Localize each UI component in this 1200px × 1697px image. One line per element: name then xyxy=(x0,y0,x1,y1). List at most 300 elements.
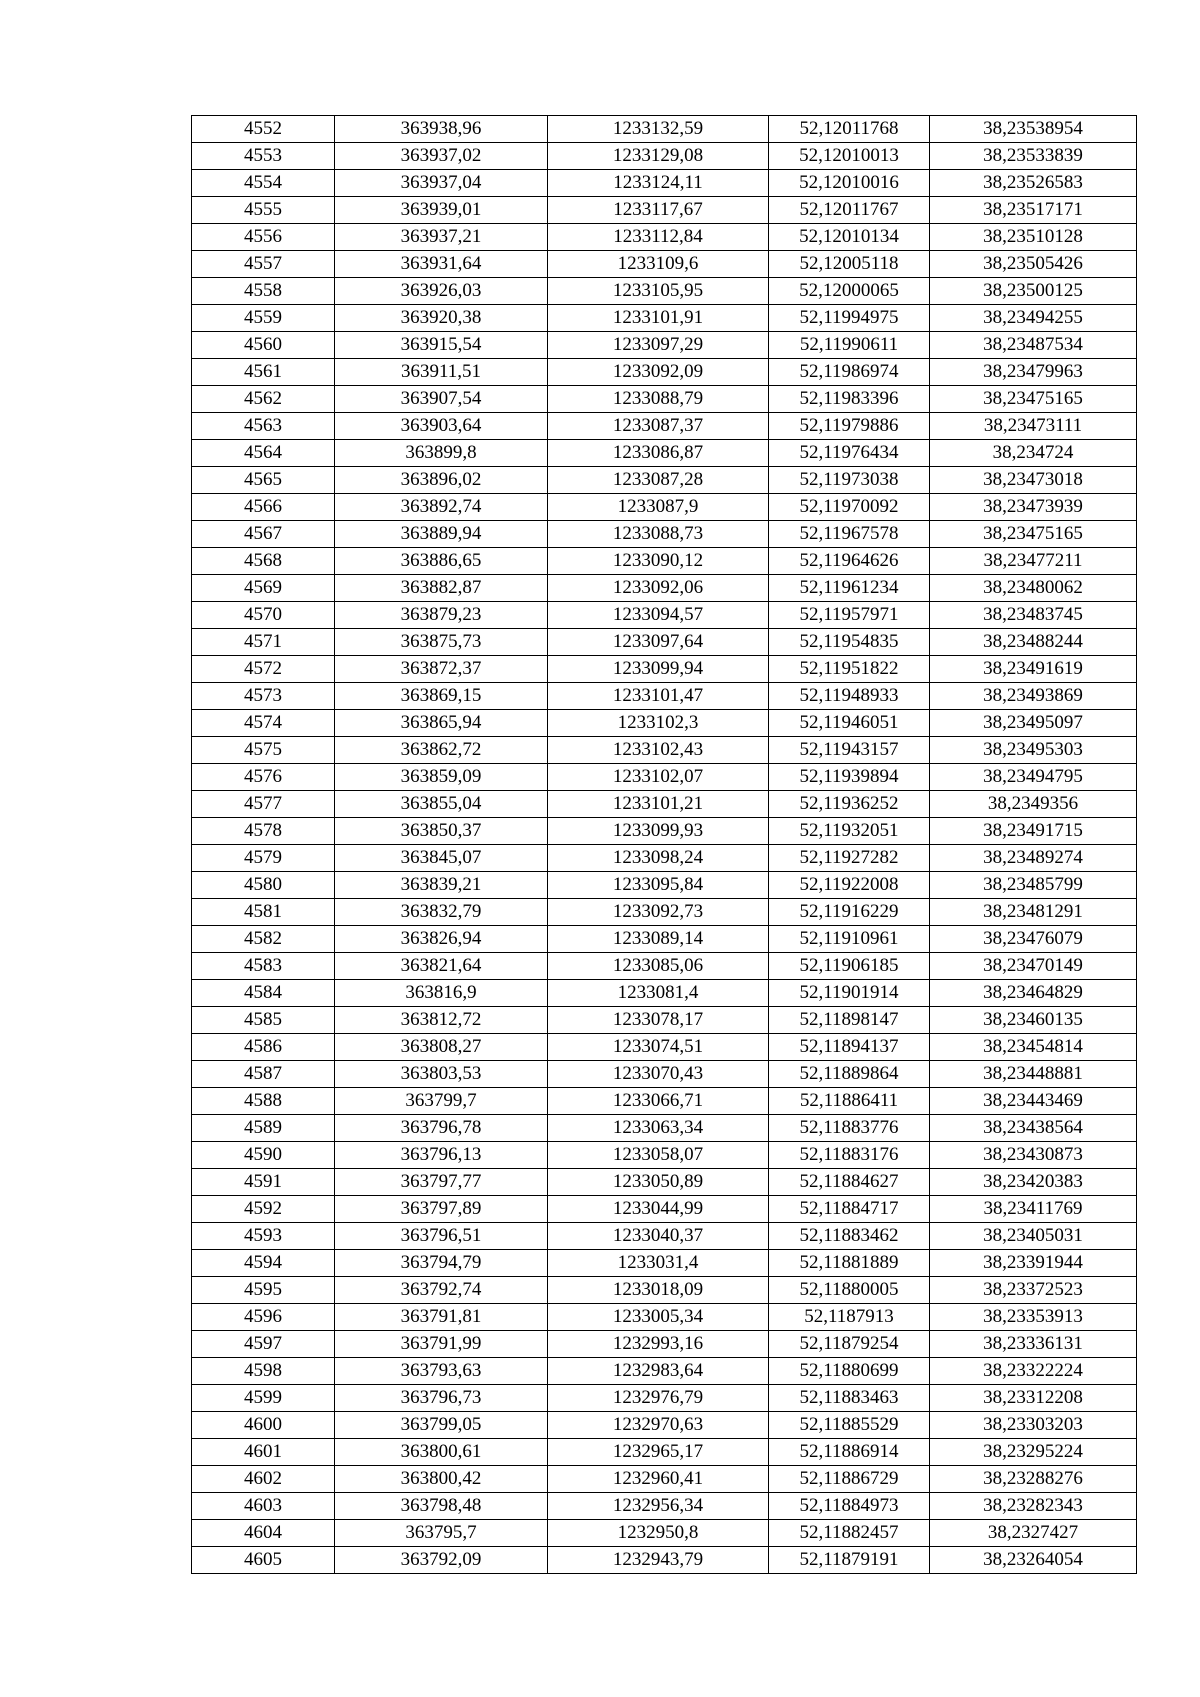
y-coordinate-cell: 1233097,64 xyxy=(548,629,769,656)
y-coordinate-cell: 1233129,08 xyxy=(548,143,769,170)
x-coordinate-cell: 363920,38 xyxy=(335,305,548,332)
y-coordinate-cell: 1233102,43 xyxy=(548,737,769,764)
point-number-cell: 4567 xyxy=(192,521,335,548)
y-coordinate-cell: 1233101,21 xyxy=(548,791,769,818)
table-row xyxy=(192,1169,1137,1196)
table-row xyxy=(192,1223,1137,1250)
point-number-cell: 4584 xyxy=(192,980,335,1007)
x-coordinate-cell: 363839,21 xyxy=(335,872,548,899)
x-coordinate-cell: 363795,7 xyxy=(335,1520,548,1547)
y-coordinate-cell: 1233088,73 xyxy=(548,521,769,548)
longitude-cell: 38,23481291 xyxy=(930,899,1137,926)
point-number-cell: 4574 xyxy=(192,710,335,737)
latitude-cell: 52,11881889 xyxy=(769,1250,930,1277)
x-coordinate-cell: 363800,42 xyxy=(335,1466,548,1493)
latitude-cell: 52,11932051 xyxy=(769,818,930,845)
point-number-cell: 4552 xyxy=(192,116,335,143)
table-row xyxy=(192,629,1137,656)
table-row xyxy=(192,1115,1137,1142)
latitude-cell: 52,12010016 xyxy=(769,170,930,197)
y-coordinate-cell: 1233070,43 xyxy=(548,1061,769,1088)
point-number-cell: 4602 xyxy=(192,1466,335,1493)
longitude-cell: 38,23491715 xyxy=(930,818,1137,845)
y-coordinate-cell: 1233018,09 xyxy=(548,1277,769,1304)
x-coordinate-cell: 363892,74 xyxy=(335,494,548,521)
y-coordinate-cell: 1232976,79 xyxy=(548,1385,769,1412)
longitude-cell: 38,23485799 xyxy=(930,872,1137,899)
point-number-cell: 4593 xyxy=(192,1223,335,1250)
y-coordinate-cell: 1233105,95 xyxy=(548,278,769,305)
longitude-cell: 38,23443469 xyxy=(930,1088,1137,1115)
latitude-cell: 52,12011767 xyxy=(769,197,930,224)
latitude-cell: 52,11957971 xyxy=(769,602,930,629)
longitude-cell: 38,23494795 xyxy=(930,764,1137,791)
table-row xyxy=(192,1466,1137,1493)
x-coordinate-cell: 363796,51 xyxy=(335,1223,548,1250)
longitude-cell: 38,23288276 xyxy=(930,1466,1137,1493)
y-coordinate-cell: 1233102,07 xyxy=(548,764,769,791)
point-number-cell: 4555 xyxy=(192,197,335,224)
y-coordinate-cell: 1233090,12 xyxy=(548,548,769,575)
point-number-cell: 4575 xyxy=(192,737,335,764)
point-number-cell: 4581 xyxy=(192,899,335,926)
y-coordinate-cell: 1233088,79 xyxy=(548,386,769,413)
y-coordinate-cell: 1233132,59 xyxy=(548,116,769,143)
x-coordinate-cell: 363939,01 xyxy=(335,197,548,224)
longitude-cell: 38,23491619 xyxy=(930,656,1137,683)
y-coordinate-cell: 1232956,34 xyxy=(548,1493,769,1520)
point-number-cell: 4594 xyxy=(192,1250,335,1277)
point-number-cell: 4586 xyxy=(192,1034,335,1061)
table-row xyxy=(192,1034,1137,1061)
table-row xyxy=(192,413,1137,440)
longitude-cell: 38,23303203 xyxy=(930,1412,1137,1439)
latitude-cell: 52,11879191 xyxy=(769,1547,930,1574)
latitude-cell: 52,11970092 xyxy=(769,494,930,521)
point-number-cell: 4596 xyxy=(192,1304,335,1331)
table-row xyxy=(192,791,1137,818)
longitude-cell: 38,23483745 xyxy=(930,602,1137,629)
table-row xyxy=(192,332,1137,359)
latitude-cell: 52,11967578 xyxy=(769,521,930,548)
y-coordinate-cell: 1233044,99 xyxy=(548,1196,769,1223)
y-coordinate-cell: 1233074,51 xyxy=(548,1034,769,1061)
x-coordinate-cell: 363808,27 xyxy=(335,1034,548,1061)
table-row xyxy=(192,872,1137,899)
table-row xyxy=(192,1142,1137,1169)
x-coordinate-cell: 363938,96 xyxy=(335,116,548,143)
table-row xyxy=(192,899,1137,926)
x-coordinate-cell: 363903,64 xyxy=(335,413,548,440)
point-number-cell: 4590 xyxy=(192,1142,335,1169)
y-coordinate-cell: 1232970,63 xyxy=(548,1412,769,1439)
longitude-cell: 38,2349356 xyxy=(930,791,1137,818)
point-number-cell: 4576 xyxy=(192,764,335,791)
y-coordinate-cell: 1233117,67 xyxy=(548,197,769,224)
longitude-cell: 38,23448881 xyxy=(930,1061,1137,1088)
latitude-cell: 52,12005118 xyxy=(769,251,930,278)
x-coordinate-cell: 363896,02 xyxy=(335,467,548,494)
x-coordinate-cell: 363803,53 xyxy=(335,1061,548,1088)
longitude-cell: 38,23460135 xyxy=(930,1007,1137,1034)
table-row xyxy=(192,953,1137,980)
point-number-cell: 4582 xyxy=(192,926,335,953)
latitude-cell: 52,11936252 xyxy=(769,791,930,818)
latitude-cell: 52,11973038 xyxy=(769,467,930,494)
y-coordinate-cell: 1232993,16 xyxy=(548,1331,769,1358)
longitude-cell: 38,23489274 xyxy=(930,845,1137,872)
longitude-cell: 38,23473018 xyxy=(930,467,1137,494)
y-coordinate-cell: 1233092,09 xyxy=(548,359,769,386)
longitude-cell: 38,23322224 xyxy=(930,1358,1137,1385)
latitude-cell: 52,11898147 xyxy=(769,1007,930,1034)
latitude-cell: 52,11886914 xyxy=(769,1439,930,1466)
x-coordinate-cell: 363875,73 xyxy=(335,629,548,656)
longitude-cell: 38,23454814 xyxy=(930,1034,1137,1061)
latitude-cell: 52,11961234 xyxy=(769,575,930,602)
y-coordinate-cell: 1232943,79 xyxy=(548,1547,769,1574)
point-number-cell: 4604 xyxy=(192,1520,335,1547)
latitude-cell: 52,11884973 xyxy=(769,1493,930,1520)
table-row xyxy=(192,197,1137,224)
y-coordinate-cell: 1233099,94 xyxy=(548,656,769,683)
point-number-cell: 4598 xyxy=(192,1358,335,1385)
point-number-cell: 4570 xyxy=(192,602,335,629)
y-coordinate-cell: 1233102,3 xyxy=(548,710,769,737)
x-coordinate-cell: 363869,15 xyxy=(335,683,548,710)
x-coordinate-cell: 363937,21 xyxy=(335,224,548,251)
x-coordinate-cell: 363791,81 xyxy=(335,1304,548,1331)
y-coordinate-cell: 1233066,71 xyxy=(548,1088,769,1115)
x-coordinate-cell: 363937,02 xyxy=(335,143,548,170)
latitude-cell: 52,11990611 xyxy=(769,332,930,359)
table-row xyxy=(192,170,1137,197)
table-row xyxy=(192,1061,1137,1088)
table-row xyxy=(192,278,1137,305)
longitude-cell: 38,23282343 xyxy=(930,1493,1137,1520)
point-number-cell: 4553 xyxy=(192,143,335,170)
x-coordinate-cell: 363862,72 xyxy=(335,737,548,764)
y-coordinate-cell: 1233058,07 xyxy=(548,1142,769,1169)
x-coordinate-cell: 363792,09 xyxy=(335,1547,548,1574)
latitude-cell: 52,11883463 xyxy=(769,1385,930,1412)
x-coordinate-cell: 363882,87 xyxy=(335,575,548,602)
latitude-cell: 52,11916229 xyxy=(769,899,930,926)
y-coordinate-cell: 1233092,73 xyxy=(548,899,769,926)
y-coordinate-cell: 1233098,24 xyxy=(548,845,769,872)
point-number-cell: 4578 xyxy=(192,818,335,845)
latitude-cell: 52,11882457 xyxy=(769,1520,930,1547)
latitude-cell: 52,11946051 xyxy=(769,710,930,737)
point-number-cell: 4565 xyxy=(192,467,335,494)
latitude-cell: 52,11886411 xyxy=(769,1088,930,1115)
point-number-cell: 4588 xyxy=(192,1088,335,1115)
latitude-cell: 52,11889864 xyxy=(769,1061,930,1088)
table-row xyxy=(192,440,1137,467)
latitude-cell: 52,11906185 xyxy=(769,953,930,980)
longitude-cell: 38,23470149 xyxy=(930,953,1137,980)
point-number-cell: 4603 xyxy=(192,1493,335,1520)
y-coordinate-cell: 1233005,34 xyxy=(548,1304,769,1331)
point-number-cell: 4580 xyxy=(192,872,335,899)
x-coordinate-cell: 363821,64 xyxy=(335,953,548,980)
latitude-cell: 52,11884627 xyxy=(769,1169,930,1196)
x-coordinate-cell: 363911,51 xyxy=(335,359,548,386)
y-coordinate-cell: 1233063,34 xyxy=(548,1115,769,1142)
point-number-cell: 4563 xyxy=(192,413,335,440)
point-number-cell: 4579 xyxy=(192,845,335,872)
y-coordinate-cell: 1233031,4 xyxy=(548,1250,769,1277)
y-coordinate-cell: 1233087,28 xyxy=(548,467,769,494)
longitude-cell: 38,23526583 xyxy=(930,170,1137,197)
table-row xyxy=(192,224,1137,251)
latitude-cell: 52,11885529 xyxy=(769,1412,930,1439)
table-row xyxy=(192,467,1137,494)
longitude-cell: 38,23353913 xyxy=(930,1304,1137,1331)
x-coordinate-cell: 363937,04 xyxy=(335,170,548,197)
x-coordinate-cell: 363796,78 xyxy=(335,1115,548,1142)
point-number-cell: 4566 xyxy=(192,494,335,521)
longitude-cell: 38,23473111 xyxy=(930,413,1137,440)
longitude-cell: 38,23336131 xyxy=(930,1331,1137,1358)
latitude-cell: 52,11939894 xyxy=(769,764,930,791)
latitude-cell: 52,11964626 xyxy=(769,548,930,575)
longitude-cell: 38,234724 xyxy=(930,440,1137,467)
x-coordinate-cell: 363797,77 xyxy=(335,1169,548,1196)
longitude-cell: 38,23430873 xyxy=(930,1142,1137,1169)
latitude-cell: 52,11976434 xyxy=(769,440,930,467)
longitude-cell: 38,23312208 xyxy=(930,1385,1137,1412)
x-coordinate-cell: 363799,7 xyxy=(335,1088,548,1115)
latitude-cell: 52,11951822 xyxy=(769,656,930,683)
x-coordinate-cell: 363915,54 xyxy=(335,332,548,359)
table-row xyxy=(192,683,1137,710)
latitude-cell: 52,12000065 xyxy=(769,278,930,305)
table-row xyxy=(192,1493,1137,1520)
x-coordinate-cell: 363799,05 xyxy=(335,1412,548,1439)
point-number-cell: 4573 xyxy=(192,683,335,710)
table-row xyxy=(192,1439,1137,1466)
x-coordinate-cell: 363845,07 xyxy=(335,845,548,872)
point-number-cell: 4562 xyxy=(192,386,335,413)
x-coordinate-cell: 363886,65 xyxy=(335,548,548,575)
longitude-cell: 38,23420383 xyxy=(930,1169,1137,1196)
longitude-cell: 38,23488244 xyxy=(930,629,1137,656)
y-coordinate-cell: 1233087,37 xyxy=(548,413,769,440)
x-coordinate-cell: 363812,72 xyxy=(335,1007,548,1034)
x-coordinate-cell: 363865,94 xyxy=(335,710,548,737)
x-coordinate-cell: 363791,99 xyxy=(335,1331,548,1358)
table-row xyxy=(192,656,1137,683)
point-number-cell: 4571 xyxy=(192,629,335,656)
longitude-cell: 38,2327427 xyxy=(930,1520,1137,1547)
longitude-cell: 38,23475165 xyxy=(930,521,1137,548)
table-row xyxy=(192,1385,1137,1412)
point-number-cell: 4600 xyxy=(192,1412,335,1439)
x-coordinate-cell: 363889,94 xyxy=(335,521,548,548)
longitude-cell: 38,23493869 xyxy=(930,683,1137,710)
table-row xyxy=(192,845,1137,872)
longitude-cell: 38,23264054 xyxy=(930,1547,1137,1574)
table-row xyxy=(192,359,1137,386)
point-number-cell: 4585 xyxy=(192,1007,335,1034)
latitude-cell: 52,11901914 xyxy=(769,980,930,1007)
table-row xyxy=(192,710,1137,737)
latitude-cell: 52,11883776 xyxy=(769,1115,930,1142)
x-coordinate-cell: 363796,73 xyxy=(335,1385,548,1412)
longitude-cell: 38,23505426 xyxy=(930,251,1137,278)
y-coordinate-cell: 1232983,64 xyxy=(548,1358,769,1385)
y-coordinate-cell: 1232965,17 xyxy=(548,1439,769,1466)
y-coordinate-cell: 1233040,37 xyxy=(548,1223,769,1250)
latitude-cell: 52,11894137 xyxy=(769,1034,930,1061)
longitude-cell: 38,23464829 xyxy=(930,980,1137,1007)
table-row xyxy=(192,251,1137,278)
y-coordinate-cell: 1233078,17 xyxy=(548,1007,769,1034)
y-coordinate-cell: 1233086,87 xyxy=(548,440,769,467)
table-row xyxy=(192,980,1137,1007)
point-number-cell: 4572 xyxy=(192,656,335,683)
table-row xyxy=(192,1304,1137,1331)
x-coordinate-cell: 363850,37 xyxy=(335,818,548,845)
table-row xyxy=(192,143,1137,170)
coordinates-table-body xyxy=(192,116,1137,1574)
longitude-cell: 38,23494255 xyxy=(930,305,1137,332)
point-number-cell: 4591 xyxy=(192,1169,335,1196)
point-number-cell: 4568 xyxy=(192,548,335,575)
longitude-cell: 38,23473939 xyxy=(930,494,1137,521)
y-coordinate-cell: 1233089,14 xyxy=(548,926,769,953)
point-number-cell: 4589 xyxy=(192,1115,335,1142)
latitude-cell: 52,11986974 xyxy=(769,359,930,386)
y-coordinate-cell: 1232960,41 xyxy=(548,1466,769,1493)
latitude-cell: 52,12010134 xyxy=(769,224,930,251)
table-row xyxy=(192,548,1137,575)
latitude-cell: 52,11922008 xyxy=(769,872,930,899)
latitude-cell: 52,11927282 xyxy=(769,845,930,872)
x-coordinate-cell: 363832,79 xyxy=(335,899,548,926)
longitude-cell: 38,23391944 xyxy=(930,1250,1137,1277)
x-coordinate-cell: 363931,64 xyxy=(335,251,548,278)
table-row xyxy=(192,575,1137,602)
latitude-cell: 52,11943157 xyxy=(769,737,930,764)
latitude-cell: 52,11983396 xyxy=(769,386,930,413)
point-number-cell: 4564 xyxy=(192,440,335,467)
point-number-cell: 4554 xyxy=(192,170,335,197)
latitude-cell: 52,11880005 xyxy=(769,1277,930,1304)
point-number-cell: 4559 xyxy=(192,305,335,332)
latitude-cell: 52,11979886 xyxy=(769,413,930,440)
table-row xyxy=(192,386,1137,413)
point-number-cell: 4560 xyxy=(192,332,335,359)
table-row xyxy=(192,1358,1137,1385)
x-coordinate-cell: 363907,54 xyxy=(335,386,548,413)
longitude-cell: 38,23405031 xyxy=(930,1223,1137,1250)
point-number-cell: 4556 xyxy=(192,224,335,251)
longitude-cell: 38,23500125 xyxy=(930,278,1137,305)
longitude-cell: 38,23411769 xyxy=(930,1196,1137,1223)
longitude-cell: 38,23538954 xyxy=(930,116,1137,143)
longitude-cell: 38,23517171 xyxy=(930,197,1137,224)
longitude-cell: 38,23533839 xyxy=(930,143,1137,170)
table-row xyxy=(192,1547,1137,1574)
x-coordinate-cell: 363872,37 xyxy=(335,656,548,683)
x-coordinate-cell: 363797,89 xyxy=(335,1196,548,1223)
y-coordinate-cell: 1233050,89 xyxy=(548,1169,769,1196)
longitude-cell: 38,23510128 xyxy=(930,224,1137,251)
longitude-cell: 38,23438564 xyxy=(930,1115,1137,1142)
latitude-cell: 52,11883462 xyxy=(769,1223,930,1250)
point-number-cell: 4577 xyxy=(192,791,335,818)
latitude-cell: 52,11994975 xyxy=(769,305,930,332)
point-number-cell: 4601 xyxy=(192,1439,335,1466)
table-row xyxy=(192,305,1137,332)
latitude-cell: 52,11879254 xyxy=(769,1331,930,1358)
latitude-cell: 52,11948933 xyxy=(769,683,930,710)
point-number-cell: 4599 xyxy=(192,1385,335,1412)
table-row xyxy=(192,1196,1137,1223)
point-number-cell: 4595 xyxy=(192,1277,335,1304)
y-coordinate-cell: 1233092,06 xyxy=(548,575,769,602)
table-row xyxy=(192,1520,1137,1547)
x-coordinate-cell: 363816,9 xyxy=(335,980,548,1007)
y-coordinate-cell: 1233099,93 xyxy=(548,818,769,845)
table-row xyxy=(192,602,1137,629)
x-coordinate-cell: 363859,09 xyxy=(335,764,548,791)
latitude-cell: 52,11910961 xyxy=(769,926,930,953)
latitude-cell: 52,11954835 xyxy=(769,629,930,656)
x-coordinate-cell: 363793,63 xyxy=(335,1358,548,1385)
x-coordinate-cell: 363796,13 xyxy=(335,1142,548,1169)
point-number-cell: 4592 xyxy=(192,1196,335,1223)
table-row xyxy=(192,1088,1137,1115)
table-row xyxy=(192,494,1137,521)
x-coordinate-cell: 363800,61 xyxy=(335,1439,548,1466)
table-row xyxy=(192,1277,1137,1304)
table-row xyxy=(192,764,1137,791)
latitude-cell: 52,1187913 xyxy=(769,1304,930,1331)
y-coordinate-cell: 1233094,57 xyxy=(548,602,769,629)
y-coordinate-cell: 1233087,9 xyxy=(548,494,769,521)
longitude-cell: 38,23495097 xyxy=(930,710,1137,737)
latitude-cell: 52,11884717 xyxy=(769,1196,930,1223)
longitude-cell: 38,23476079 xyxy=(930,926,1137,953)
longitude-cell: 38,23495303 xyxy=(930,737,1137,764)
table-row xyxy=(192,926,1137,953)
y-coordinate-cell: 1233095,84 xyxy=(548,872,769,899)
x-coordinate-cell: 363879,23 xyxy=(335,602,548,629)
y-coordinate-cell: 1233124,11 xyxy=(548,170,769,197)
y-coordinate-cell: 1233097,29 xyxy=(548,332,769,359)
table-row xyxy=(192,521,1137,548)
longitude-cell: 38,23475165 xyxy=(930,386,1137,413)
point-number-cell: 4597 xyxy=(192,1331,335,1358)
point-number-cell: 4583 xyxy=(192,953,335,980)
y-coordinate-cell: 1233081,4 xyxy=(548,980,769,1007)
x-coordinate-cell: 363926,03 xyxy=(335,278,548,305)
x-coordinate-cell: 363826,94 xyxy=(335,926,548,953)
x-coordinate-cell: 363792,74 xyxy=(335,1277,548,1304)
coordinates-table xyxy=(191,115,1137,1574)
point-number-cell: 4558 xyxy=(192,278,335,305)
longitude-cell: 38,23477211 xyxy=(930,548,1137,575)
x-coordinate-cell: 363794,79 xyxy=(335,1250,548,1277)
latitude-cell: 52,11886729 xyxy=(769,1466,930,1493)
latitude-cell: 52,11880699 xyxy=(769,1358,930,1385)
y-coordinate-cell: 1233101,47 xyxy=(548,683,769,710)
y-coordinate-cell: 1233112,84 xyxy=(548,224,769,251)
longitude-cell: 38,23372523 xyxy=(930,1277,1137,1304)
